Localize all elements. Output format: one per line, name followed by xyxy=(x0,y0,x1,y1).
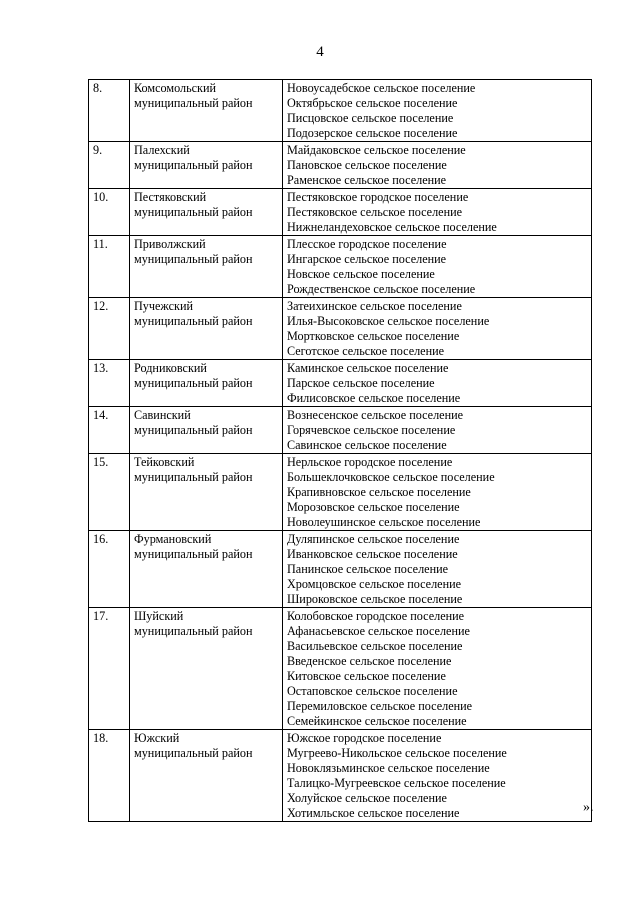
district-cell xyxy=(130,531,283,608)
table-row xyxy=(89,236,592,298)
settlement-name: Южское городское поселение xyxy=(287,731,442,745)
district-name-line: муниципальный район xyxy=(134,252,253,266)
district-name-line: муниципальный район xyxy=(134,314,253,328)
settlement-name: Новское сельское поселение xyxy=(287,267,435,281)
district-cell xyxy=(130,608,283,730)
settlement-name: Иванковское сельское поселение xyxy=(287,547,458,561)
row-number: 13. xyxy=(89,360,130,407)
settlement-name: Широковское сельское поселение xyxy=(287,592,463,606)
settlement-name: Талицко-Мугреевское сельское поселение xyxy=(287,776,506,790)
settlements-cell xyxy=(283,298,592,360)
settlement-name: Крапивновское сельское поселение xyxy=(287,485,471,499)
settlement-name: Большеклочковское сельское поселение xyxy=(287,470,495,484)
page-number: 4 xyxy=(316,44,324,60)
settlement-name: Пестяковское сельское поселение xyxy=(287,205,463,219)
settlement-name: Афанасьевское сельское поселение xyxy=(287,624,470,638)
row-number: 15. xyxy=(89,454,130,531)
settlement-name: Савинское сельское поселение xyxy=(287,438,447,452)
settlements-cell xyxy=(283,407,592,454)
settlement-name: Октябрьское сельское поселение xyxy=(287,96,458,110)
district-name-line: муниципальный район xyxy=(134,376,253,390)
settlement-name: Затеихинское сельское поселение xyxy=(287,299,462,313)
settlement-name: Дуляпинское сельское поселение xyxy=(287,532,460,546)
settlement-name: Вознесенское сельское поселение xyxy=(287,408,464,422)
settlement-name: Майдаковское сельское поселение xyxy=(287,143,466,157)
settlements-cell xyxy=(283,608,592,730)
row-number: 8. xyxy=(89,80,130,142)
settlement-name: Илья-Высоковское сельское поселение xyxy=(287,314,490,328)
district-cell xyxy=(130,142,283,189)
settlement-name: Китовское сельское поселение xyxy=(287,669,446,683)
district-name-line: Комсомольский xyxy=(134,81,217,95)
settlement-name: Нерльское городское поселение xyxy=(287,455,453,469)
district-name-line: Приволжский xyxy=(134,237,206,251)
table-row xyxy=(89,142,592,189)
settlements-cell xyxy=(283,142,592,189)
table-row xyxy=(89,80,592,142)
settlement-name: Плесское городское поселение xyxy=(287,237,447,251)
district-name-line: Южский xyxy=(134,731,180,745)
settlement-name: Холуйское сельское поселение xyxy=(287,791,447,805)
settlement-name: Остаповское сельское поселение xyxy=(287,684,458,698)
district-name-line: Палехский xyxy=(134,143,190,157)
district-cell xyxy=(130,730,283,822)
district-name-line: Пучежский xyxy=(134,299,194,313)
closing-quote-mark: ». xyxy=(583,800,594,815)
district-name-line: Шуйский xyxy=(134,609,184,623)
settlement-name: Хромцовское сельское поселение xyxy=(287,577,462,591)
district-name-line: Савинский xyxy=(134,408,191,422)
settlements-cell xyxy=(283,189,592,236)
settlement-name: Пановское сельское поселение xyxy=(287,158,447,172)
settlement-name: Ингарское сельское поселение xyxy=(287,252,447,266)
table-row xyxy=(89,454,592,531)
district-name-line: Родниковский xyxy=(134,361,207,375)
table-row xyxy=(89,189,592,236)
district-cell xyxy=(130,236,283,298)
settlement-name: Новоусадебское сельское поселение xyxy=(287,81,476,95)
settlement-name: Писцовское сельское поселение xyxy=(287,111,454,125)
district-name-line: муниципальный район xyxy=(134,547,253,561)
district-cell xyxy=(130,454,283,531)
table-row xyxy=(89,360,592,407)
settlement-name: Васильевское сельское поселение xyxy=(287,639,463,653)
settlement-name: Перемиловское сельское поселение xyxy=(287,699,473,713)
settlement-name: Хотимльское сельское поселение xyxy=(287,806,460,820)
settlement-name: Рождественское сельское поселение xyxy=(287,282,476,296)
settlement-name: Мортковское сельское поселение xyxy=(287,329,460,343)
settlement-name: Сеготское сельское поселение xyxy=(287,344,445,358)
district-name-line: Тейковский xyxy=(134,455,195,469)
row-number: 11. xyxy=(89,236,130,298)
district-name-line: муниципальный район xyxy=(134,423,253,437)
table-row xyxy=(89,407,592,454)
settlement-name: Подозерское сельское поселение xyxy=(287,126,458,140)
districts-table xyxy=(88,79,592,822)
settlements-cell xyxy=(283,236,592,298)
settlement-name: Новоклязьминское сельское поселение xyxy=(287,761,490,775)
settlement-name: Каминское сельское поселение xyxy=(287,361,449,375)
table-row xyxy=(89,730,592,822)
district-name-line: муниципальный район xyxy=(134,746,253,760)
settlement-name: Семейкинское сельское поселение xyxy=(287,714,467,728)
settlements-cell xyxy=(283,454,592,531)
district-cell xyxy=(130,298,283,360)
settlement-name: Колобовское городское поселение xyxy=(287,609,465,623)
settlement-name: Горячевское сельское поселение xyxy=(287,423,456,437)
row-number: 10. xyxy=(89,189,130,236)
settlement-name: Нижнеландеховское сельское поселение xyxy=(287,220,497,234)
district-name-line: муниципальный район xyxy=(134,470,253,484)
row-number: 12. xyxy=(89,298,130,360)
district-name-line: Пестяковский xyxy=(134,190,207,204)
district-name-line: муниципальный район xyxy=(134,158,253,172)
row-number: 18. xyxy=(89,730,130,822)
row-number: 9. xyxy=(89,142,130,189)
settlement-name: Филисовское сельское поселение xyxy=(287,391,461,405)
settlement-name: Новолеушинское сельское поселение xyxy=(287,515,481,529)
district-name-line: муниципальный район xyxy=(134,205,253,219)
district-name-line: муниципальный район xyxy=(134,96,253,110)
settlement-name: Панинское сельское поселение xyxy=(287,562,449,576)
district-cell xyxy=(130,80,283,142)
settlements-cell xyxy=(283,80,592,142)
settlement-name: Раменское сельское поселение xyxy=(287,173,447,187)
district-name-line: Фурмановский xyxy=(134,532,212,546)
table-row xyxy=(89,298,592,360)
settlement-name: Мугреево-Никольское сельское поселение xyxy=(287,746,507,760)
district-name-line: муниципальный район xyxy=(134,624,253,638)
settlement-name: Введенское сельское поселение xyxy=(287,654,452,668)
row-number: 17. xyxy=(89,608,130,730)
settlement-name: Парское сельское поселение xyxy=(287,376,435,390)
table-row xyxy=(89,531,592,608)
district-cell xyxy=(130,360,283,407)
settlements-cell xyxy=(283,360,592,407)
settlements-cell xyxy=(283,531,592,608)
district-cell xyxy=(130,407,283,454)
districts-table-body xyxy=(89,80,592,822)
settlement-name: Пестяковское городское поселение xyxy=(287,190,469,204)
row-number: 14. xyxy=(89,407,130,454)
settlements-cell xyxy=(283,730,592,822)
settlement-name: Морозовское сельское поселение xyxy=(287,500,460,514)
district-cell xyxy=(130,189,283,236)
table-row xyxy=(89,608,592,730)
row-number: 16. xyxy=(89,531,130,608)
